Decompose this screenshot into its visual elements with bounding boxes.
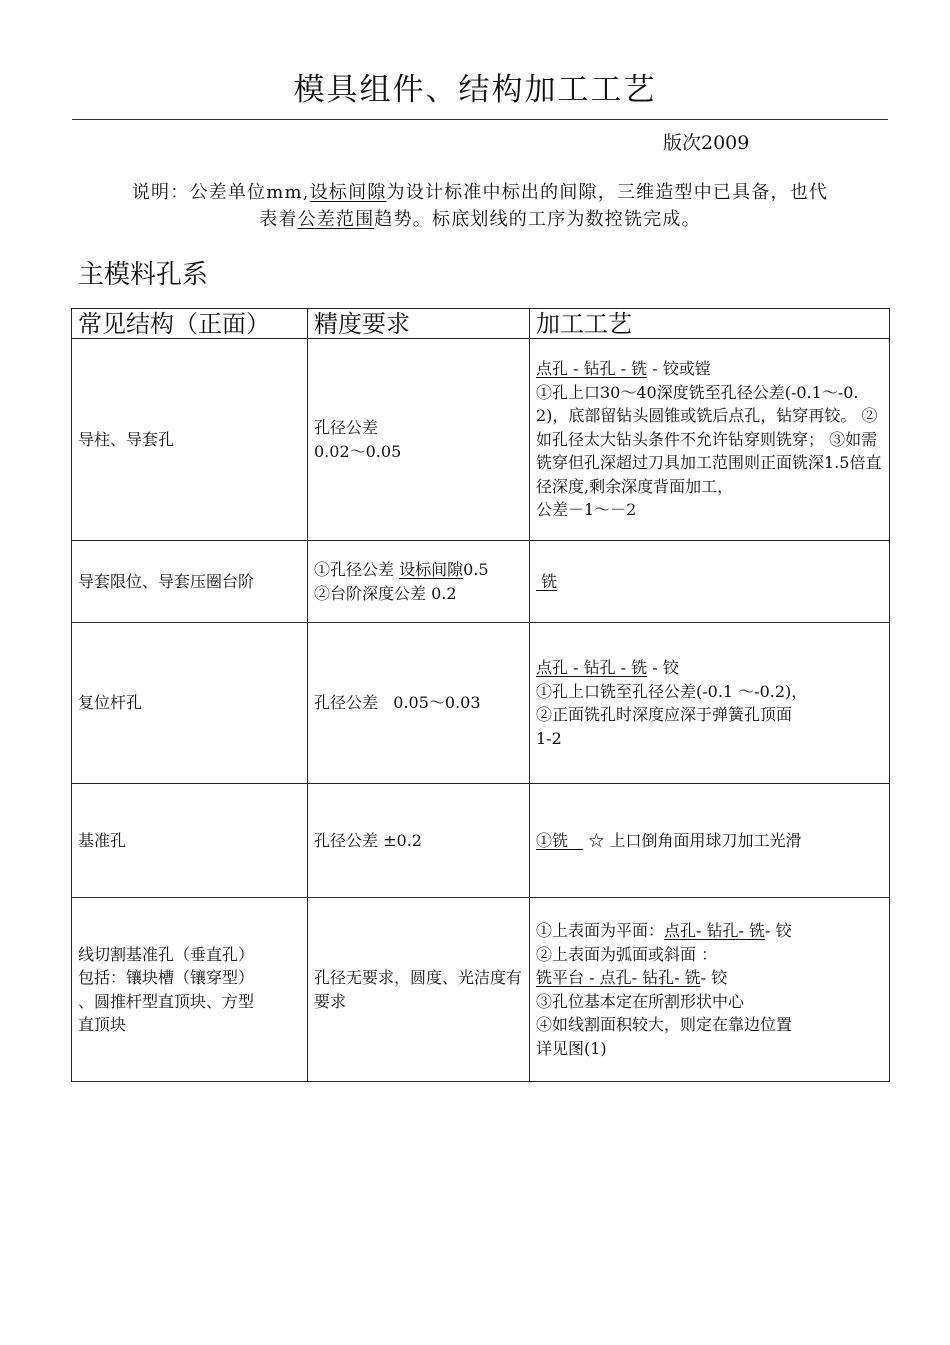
process-route <box>536 656 889 680</box>
cnc-steps: 铣平台 - 点孔- 钻孔- 铣 <box>536 968 701 987</box>
process-tolerance: 公差－1～－2 <box>536 500 637 520</box>
note-line-1 <box>72 179 888 206</box>
structure-text: 导套限位、导套压圈台阶 <box>78 571 255 591</box>
note-underlined-term: 公差范围 <box>297 209 375 230</box>
column-header-process: 加工工艺 <box>530 309 890 339</box>
process-cell <box>530 541 890 623</box>
cnc-steps: ①铣 <box>536 830 584 850</box>
title-divider <box>72 119 888 120</box>
process-text: ①上表面为平面： <box>536 921 665 940</box>
precision-text: 孔径公差 ±0.2 <box>314 830 422 850</box>
precision-text: 孔径无要求，圆度、光洁度有要求 <box>314 968 523 1011</box>
precision-cell <box>308 784 530 898</box>
process-line <box>536 966 889 990</box>
note-line-2 <box>72 206 888 233</box>
table-row <box>72 898 890 1082</box>
precision-text: ①孔径公差 <box>314 560 400 579</box>
process-note: ①孔上口铣至孔径公差(-0.1 ～-0.2)， <box>536 681 808 701</box>
cnc-steps: 点孔 - 钻孔 - 铣 <box>536 359 648 379</box>
process-cell <box>530 623 890 784</box>
process-line: ②上表面为弧面或斜面 ： <box>536 944 718 964</box>
table-row <box>72 339 890 541</box>
section-title: 主模料孔系 <box>78 260 209 290</box>
note-text: 表着 <box>259 209 298 230</box>
table-row <box>72 541 890 623</box>
process-table <box>71 308 890 1082</box>
cnc-steps: 铣 <box>536 571 558 591</box>
structure-cell <box>72 784 308 898</box>
structure-text: 包括：镶块槽（镶穿型） <box>78 968 255 987</box>
precision-value: 0.02～0.05 <box>314 441 402 461</box>
process-note: ②正面铣孔时深度应深于弹簧孔顶面 <box>536 705 793 724</box>
structure-cell <box>72 623 308 784</box>
process-line: ③孔位基本定在所割形状中心 <box>536 991 745 1011</box>
process-tail: - 铰 <box>647 658 679 677</box>
table-header-row <box>72 309 890 339</box>
process-tail: - 铰或镗 <box>647 359 711 379</box>
process-tail: - 铰 <box>700 968 728 987</box>
structure-cell <box>72 541 308 623</box>
structure-text: 导柱、导套孔 <box>78 429 175 449</box>
precision-line: ②台阶深度公差 0.2 <box>314 583 457 603</box>
precision-underlined: 设标间隙 <box>399 560 464 579</box>
structure-text: 直顶块 <box>78 1015 127 1034</box>
precision-value: 0.5 <box>463 560 489 579</box>
process-cell <box>530 339 890 541</box>
process-line: 详见图(1) <box>536 1038 607 1058</box>
table-row <box>72 623 890 784</box>
precision-cell <box>308 898 530 1082</box>
note-text: 趋势。标底划线的工序为数控铣完成。 <box>374 209 701 230</box>
structure-text: 、圆推杆型直顶块、方型 <box>78 991 255 1011</box>
precision-cell <box>308 623 530 784</box>
structure-cell <box>72 339 308 541</box>
note-text: 为设计标准中标出的间隙，三维造型中已具备，也代 <box>386 182 829 203</box>
column-header-structure: 常见结构（正面） <box>72 309 308 339</box>
process-cell <box>530 898 890 1082</box>
precision-cell <box>308 541 530 623</box>
process-note: 1-2 <box>536 728 562 748</box>
precision-line <box>314 558 529 582</box>
column-header-precision: 精度要求 <box>308 309 530 339</box>
precision-cell <box>308 339 530 541</box>
structure-text: 线切割基准孔（垂直孔） <box>78 944 255 964</box>
cnc-steps: 点孔- 钻孔- 铣 <box>664 921 766 940</box>
process-tail: ☆ 上口倒角面用球刀加工光滑 <box>583 830 802 850</box>
process-tail: - 铰 <box>765 921 792 940</box>
structure-text: 复位杆孔 <box>78 693 143 713</box>
process-line: ④如线割面积较大，则定在靠边位置 <box>536 1015 793 1034</box>
document-title: 模具组件、结构加工工艺 <box>293 72 657 108</box>
process-route <box>536 357 885 381</box>
process-cell <box>530 784 890 898</box>
precision-text: 孔径公差 0.05～0.03 <box>314 693 481 713</box>
process-notes: ①孔上口30～40深度铣至孔径公差(-0.1～-0.2)，底部留钻头圆锥或铣后点孔，钻穿再铰。 ②如孔径太大钻头条件不允许钻穿则铣穿； ③如需铣穿但孔深超过刀具加工范围则正面铣深1.5倍直径深度,剩余深度背面加工， <box>536 382 882 496</box>
note-text: 说明：公差单位mm, <box>131 182 310 203</box>
process-line <box>536 919 889 943</box>
table-row <box>72 784 890 898</box>
cnc-steps: 点孔 - 钻孔 - 铣 <box>536 658 648 677</box>
structure-text: 基准孔 <box>78 830 127 850</box>
note-underlined-term: 设标间隙 <box>309 182 387 203</box>
structure-cell <box>72 898 308 1082</box>
version-label: 版次2009 <box>663 132 750 154</box>
precision-text: 孔径公差 <box>314 418 379 437</box>
description-note <box>72 179 888 233</box>
